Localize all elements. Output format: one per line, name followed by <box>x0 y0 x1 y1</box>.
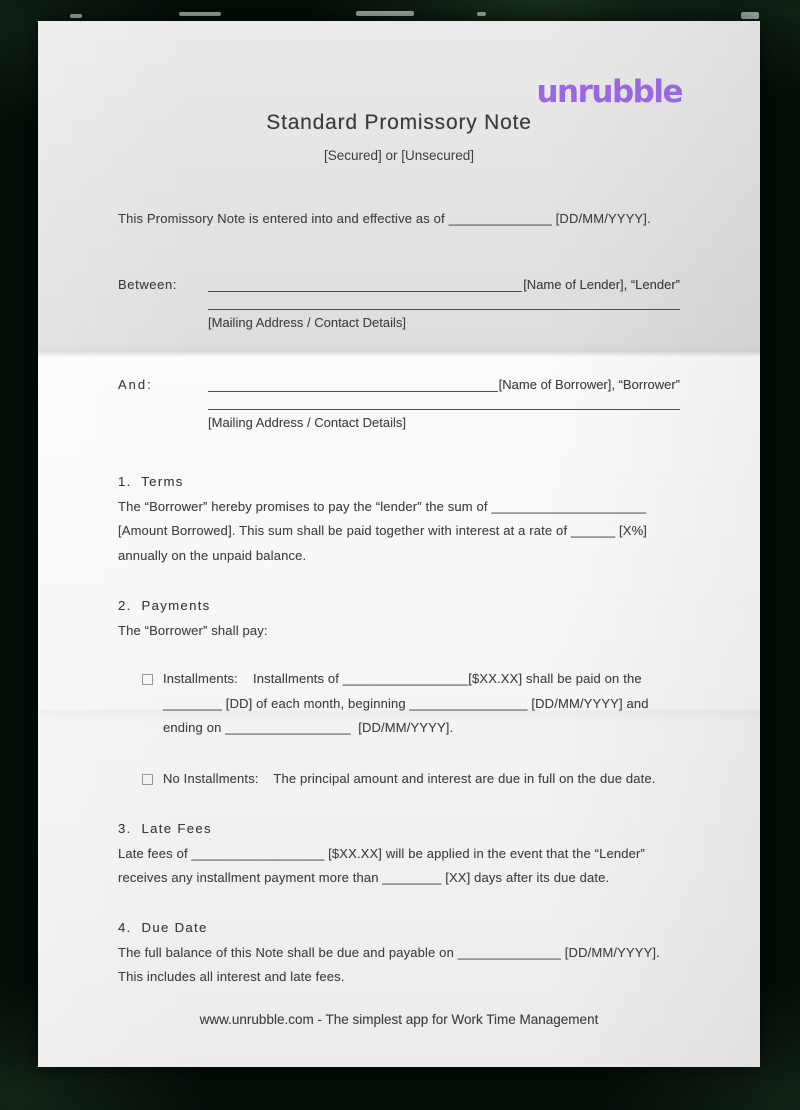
scan-artifact <box>477 12 486 16</box>
late-fees-heading: 3. Late Fees <box>118 821 212 836</box>
lender-address-blank-line <box>208 292 680 310</box>
terms-heading: 1. Terms <box>118 474 184 489</box>
borrower-party-block <box>118 371 680 430</box>
borrower-name-row <box>118 371 680 392</box>
lender-address-placeholder: [Mailing Address / Contact Details] <box>208 315 406 330</box>
installments-list-item <box>118 667 680 741</box>
payments-intro-line: The “Borrower” shall pay: <box>118 622 268 638</box>
no-installments-list-item <box>118 767 680 792</box>
terms-text-line: The “Borrower” hereby promises to pay the “lender” the sum of _____________________ <box>118 498 647 514</box>
scan-artifact <box>70 14 82 18</box>
unrubble-logo: unrubble <box>536 74 682 110</box>
lender-name-row <box>118 271 680 292</box>
borrower-name-blank-line <box>208 373 498 392</box>
section-terms <box>118 470 680 568</box>
due-date-text-line: The full balance of this Note shall be due and payable on ______________ [DD/MM/YYYY]. <box>118 944 660 960</box>
terms-text-line: annually on the unpaid balance. <box>118 547 307 563</box>
document-subtitle: [Secured] or [Unsecured] <box>323 148 475 163</box>
borrower-address-placeholder: [Mailing Address / Contact Details] <box>208 415 406 430</box>
no-installments-checkbox[interactable] <box>142 774 153 785</box>
scan-artifact <box>356 11 414 16</box>
installments-checkbox[interactable] <box>142 674 153 685</box>
due-date-heading: 4. Due Date <box>118 920 208 935</box>
payments-heading: 2. Payments <box>118 598 211 613</box>
scan-artifact <box>741 12 759 19</box>
lender-party-block <box>118 271 680 330</box>
lender-name-placeholder: [Name of Lender], “Lender” <box>523 277 680 292</box>
no-installments-text-line: No Installments: The principal amount and interest are due in full on the due date. <box>163 770 656 786</box>
late-fees-text-line: receives any installment payment more than ________ [XX] days after its due date. <box>118 870 610 886</box>
lender-name-blank-line <box>208 273 522 292</box>
section-payments <box>118 594 680 792</box>
installments-text-line: ending on _________________ [DD/MM/YYYY]. <box>163 720 454 736</box>
footer-tagline: www.unrubble.com - The simplest app for Work Time Management <box>199 1012 599 1027</box>
late-fees-text-line: Late fees of __________________ [$XX.XX] will be applied in the event that the “Lender” <box>118 845 645 861</box>
installments-text-line: ________ [DD] of each month, beginning ________________ [DD/MM/YYYY] and <box>163 695 649 711</box>
installments-text-line: Installments: Installments of _________________[$XX.XX] shall be paid on the <box>163 671 642 687</box>
and-label: And: <box>118 377 153 392</box>
promissory-note-paper <box>38 21 760 1067</box>
section-late-fees <box>118 817 680 891</box>
effective-date-line: This Promissory Note is entered into and effective as of ______________ [DD/MM/YYYY]. <box>118 211 651 226</box>
section-due-date <box>118 916 680 990</box>
document-title: Standard Promissory Note <box>266 111 532 134</box>
due-date-text-line: This includes all interest and late fees. <box>118 969 345 985</box>
terms-text-line: [Amount Borrowed]. This sum shall be paid together with interest at a rate of ______ [X%] <box>118 523 648 539</box>
borrower-name-placeholder: [Name of Borrower], “Borrower” <box>498 377 680 392</box>
scan-artifact <box>179 12 221 16</box>
borrower-address-blank-line <box>208 392 680 410</box>
between-label: Between: <box>118 277 178 292</box>
